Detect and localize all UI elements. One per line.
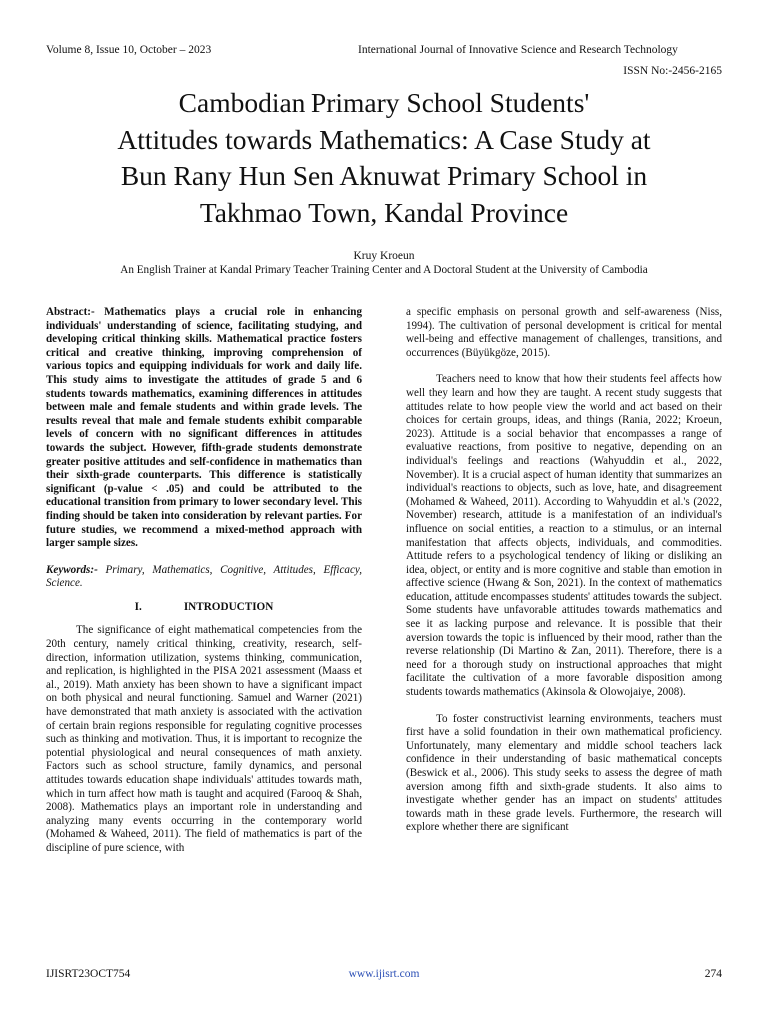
section-heading [46, 601, 362, 615]
issn: ISSN No:-2456-2165 [623, 65, 722, 77]
author-affiliation: An English Trainer at Kandal Primary Teacher Training Center and A Doctoral Student at the University of Cambodia [120, 264, 648, 276]
body-paragraph: Teachers need to know that how their students feel affects how well they learn and how they are taught. A recent study suggests that attitudes relate to how people view the world and act based on their choices for certain groups, ideas, and things (Rania, 2022; Kroeun, 2023). Attitude is a social behavior that encompasses a range of evaluative reactions, from positive to negative, depending on an individual's feelings and reactions (Wahyuddin et al., 2022, November). It is a crucial aspect of human identity that summarizes an individual's reactions to objects, such as love, hate, and disagreement (Mohamed & Waheed, 2011). According to Wahyuddin et al.'s (2022, November) research, attitude is a manifestation of an individual's influence on social entities, a reaction to a stimulus, or an internal manifestation that affects objects, individuals, and commodities. Attitude refers to a psychological tendency of liking or disliking an idea, object, or entity and is more cognitive and stable than emotion in affective science (Hwang & Son, 2021). In the context of mathematics education, attitude encompasses students' attitudes towards the subject. Some students have unfavorable attitudes towards mathematics and see it as lacking purpose and relevance. It is possible that their aversion towards the topic is influenced by their mood, rather than the reverse relationship (Di Martino & Zan, 2011). Therefore, there is a need for a thorough study on instructional approaches that might facilitate the cultivation of a more favorable disposition among students towards mathematics (Akinsola & Olowojaiye, 2008). [406, 373, 722, 699]
left-column [46, 306, 362, 856]
volume-info: Volume 8, Issue 10, October – 2023 [46, 44, 212, 56]
title-line: Attitudes towards Mathematics: A Case Study at [117, 123, 651, 155]
author-name: Kruy Kroeun [353, 250, 415, 262]
intro-paragraph: The significance of eight mathematical competencies from the 20th century, namely critical thinking, creativity, research, self-direction, information utilization, systems thinking, communication, and replication, is highlighted in the PISA 2021 assessment (Maass et al., 2019). Math anxiety has been shown to have a significant impact on both physical and neural functioning. Samuel and Warner (2021) have demonstrated that math anxiety is associated with the activation of certain brain regions responsible for regulating cognitive processes such as thinking and motivation. Thus, it is important to recognize the potential physiological and neural consequences of math anxiety. Factors such as school structure, family dynamics, and personal attitudes towards education shape individuals' attitudes towards math, which in turn affect how math is taught and acquired (Farooq & Shah, 2008). Mathematics plays an important role in understanding and analyzing many events occurring in the contemporary world (Mohamed & Waheed, 2011). The field of mathematics is part of the discipline of pure science, with [46, 624, 362, 854]
keywords-list: Primary, Mathematics, Cognitive, Attitudes, Efficacy, Science. [46, 563, 362, 590]
body-paragraph: a specific emphasis on personal growth and self-awareness (Niss, 1994). The cultivation of personal development is critical for mental well-being and effective management of challenges, transitions, and occurrences (Büyükgöze, 2015). [406, 306, 722, 359]
journal-name: International Journal of Innovative Science and Research Technology [358, 44, 678, 56]
keywords [46, 564, 362, 591]
section-title: INTRODUCTION [183, 600, 274, 613]
keywords-label: Keywords:- [46, 563, 98, 576]
title-line: Takhmao Town, Kandal Province [199, 196, 569, 228]
title-line: Cambodian Primary School Students' [178, 87, 590, 118]
right-column [406, 306, 722, 835]
section-number: I. [134, 600, 142, 613]
article-code: IJISRT23OCT754 [46, 968, 131, 980]
journal-website-link[interactable]: www.ijisrt.com [348, 968, 420, 980]
body-paragraph: To foster constructivist learning environments, teachers must first have a solid foundation in their own mathematical proficiency. Unfortunately, many elementary and middle school teachers lack confidence in their understanding of basic mathematical concepts (Beswick et al., 2006). This study seeks to assess the degree of math aversion among fifth and sixth-grade students. It also aims to investigate whether gender has an impact on students' attitudes towards math in these grade levels. Furthermore, the research will explore whether there are significant [406, 712, 722, 834]
paper-title [60, 85, 708, 231]
abstract: Abstract:- Mathematics plays a crucial role in enhancing individuals' understanding of science, facilitating studying, and developing critical thinking skills. Mathematical practice fosters critical and creative thinking, improving comprehension of various topics and equipping individuals for work and daily life. This study aims to investigate the attitudes of grade 5 and 6 students towards mathematics, examining differences in attitudes between male and female students and within grade levels. The results reveal that male and female students exhibit comparable levels of concern with no significant differences in attitudes towards the subject. However, fifth-grade students demonstrate greater positive attitudes and self-confidence in mathematics than their sixth-grade counterparts. This difference is statistically significant (p-value < .05) and could be attributed to the educational transition from primary to lower secondary level. This finding should be taken into consideration by relevant parties. For future studies, we recommend a mixed-method approach with larger sample sizes. [46, 306, 362, 550]
title-line: Bun Rany Hun Sen Aknuwat Primary School in [120, 160, 648, 191]
page-number: 274 [704, 968, 722, 980]
